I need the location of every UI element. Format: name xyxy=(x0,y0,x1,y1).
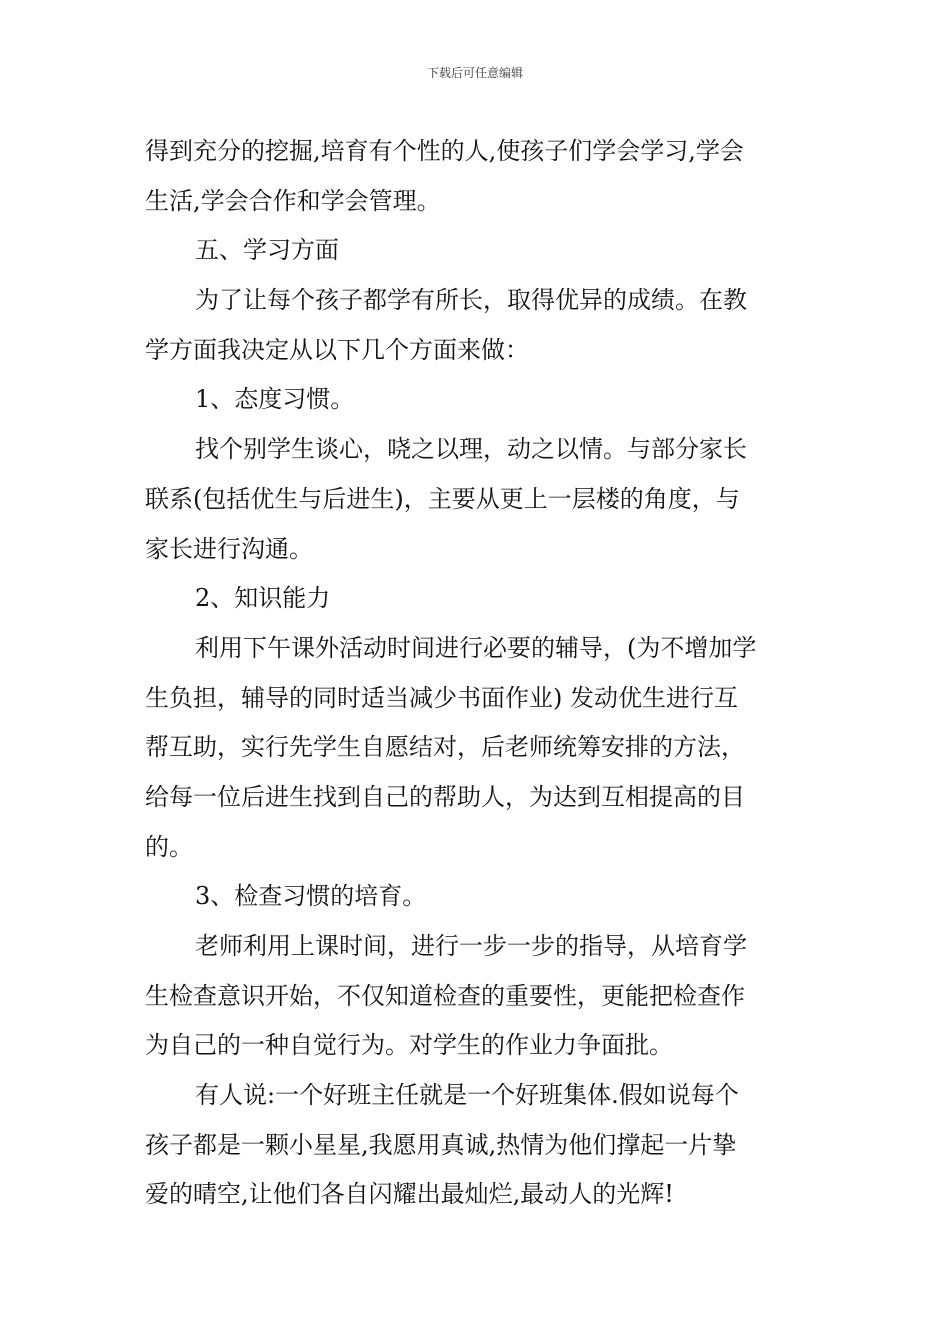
page-header-note: 下载后可任意编辑 xyxy=(426,66,523,80)
subsection-heading: 2、知识能力 xyxy=(195,584,331,613)
text-line: 生检查意识开始，不仅知道检查的重要性，更能把检查作 xyxy=(145,981,745,1010)
paragraph-start: 利用下午课外活动时间进行必要的辅导，(为不增加学 xyxy=(195,633,757,662)
text-line: 的。 xyxy=(145,832,193,861)
text-line: 得到充分的挖掘,培育有个性的人,使孩子们学会学习,学会 xyxy=(145,137,744,165)
text-line: 生负担，辅导的同时适当减少书面作业) 发动优生进行互 xyxy=(145,683,738,712)
subsection-heading: 1、态度习惯。 xyxy=(195,385,355,414)
text-line: 联系(包括优生与后进生)，主要从更上一层楼的角度，与 xyxy=(145,484,740,513)
document-body xyxy=(145,127,809,1220)
subsection-heading: 3、检查习惯的培育。 xyxy=(195,882,427,911)
text-line: 生活,学会合作和学会管理。 xyxy=(145,186,441,215)
paragraph-start: 找个别学生谈心，哓之以理，动之以情。与部分家长 xyxy=(195,435,747,464)
paragraph-start: 有人说:一个好班主任就是一个好班集体.假如说每个 xyxy=(195,1081,739,1110)
text-line: 给每一位后进生找到自己的帮助人，为达到互相提高的目 xyxy=(145,782,745,811)
paragraph-start: 为了让每个孩子都学有所长，取得优异的成绩。在教 xyxy=(195,286,747,315)
text-line: 学方面我决定从以下几个方面来做： xyxy=(145,335,529,364)
section-heading: 五、学习方面 xyxy=(195,236,339,265)
text-line: 家长进行沟通。 xyxy=(145,534,313,563)
text-line: 孩子都是一颗小星星,我愿用真诚,热情为他们撑起一片挚 xyxy=(145,1130,737,1159)
text-line: 为自己的一种自觉行为。对学生的作业力争面批。 xyxy=(145,1031,673,1060)
text-line: 帮互助，实行先学生自愿结对，后老师统筹安排的方法， xyxy=(145,733,745,762)
paragraph-start: 老师利用上课时间，进行一步一步的指导，从培育学 xyxy=(195,932,747,960)
text-line: 爱的晴空,让他们各自闪耀出最灿烂,最动人的光辉! xyxy=(145,1180,674,1209)
